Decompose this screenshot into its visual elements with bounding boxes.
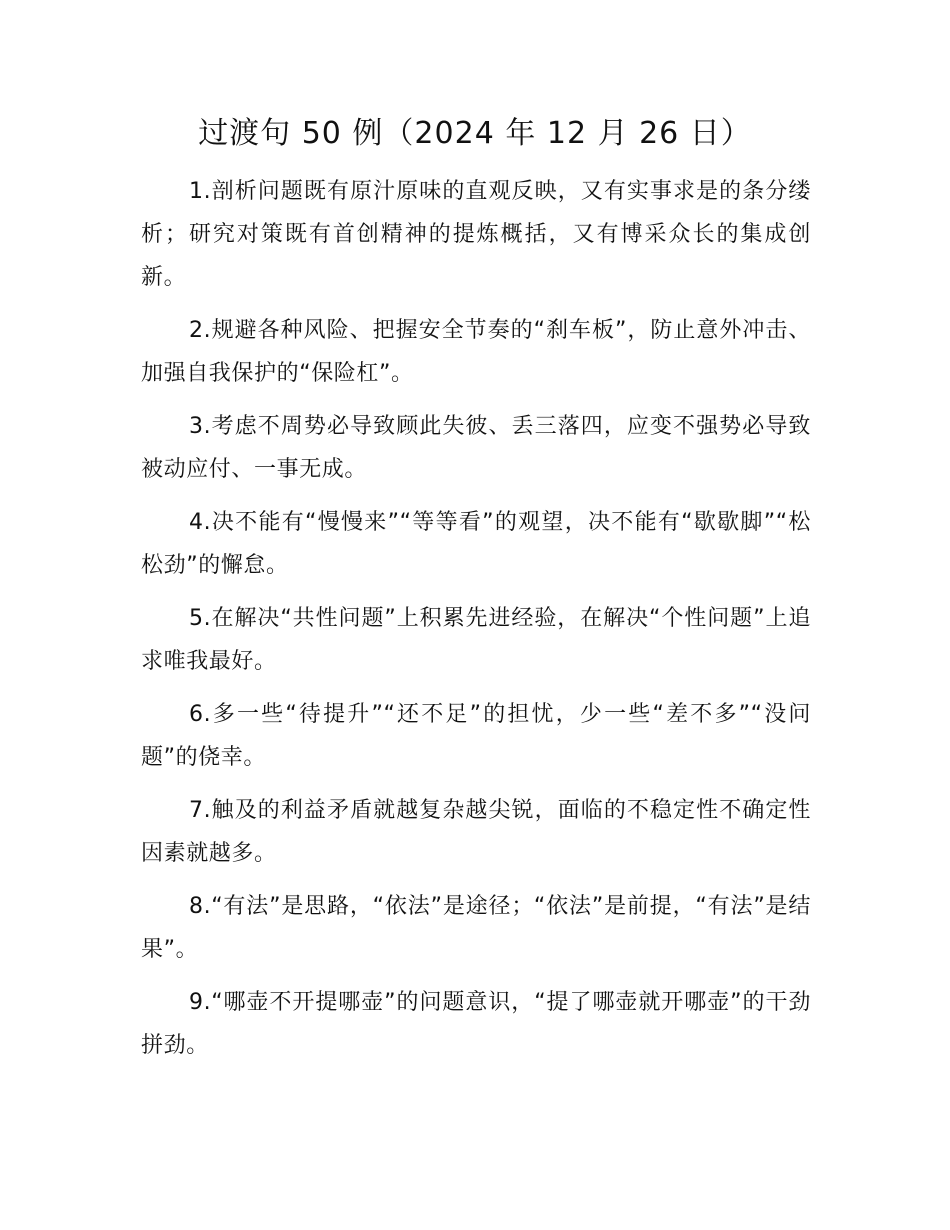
paragraph-6: 6.多一些“待提升”“还不足”的担忧，少一些“差不多”“没问题”的侥幸。 (141, 702, 811, 770)
paragraph-9: 9.“哪壶不开提哪壶”的问题意识，“提了哪壶就开哪壶”的干劲拼劲。 (141, 990, 811, 1058)
paragraph-8: 8.“有法”是思路，“依法”是途径；“依法”是前提，“有法”是结果”。 (141, 894, 811, 962)
paragraph-7: 7.触及的利益矛盾就越复杂越尖锐，面临的不稳定性不确定性因素就越多。 (141, 798, 811, 866)
document-title: 过渡句 50 例（2024 年 12 月 26 日） (198, 116, 752, 151)
paragraph-3: 3.考虑不周势必导致顾此失彼、丢三落四，应变不强势必导致被动应付、一事无成。 (141, 414, 811, 482)
document-body (141, 170, 811, 1077)
paragraph-4: 4.决不能有“慢慢来”“等等看”的观望，决不能有“歇歇脚”“松松劲”的懈怠。 (141, 510, 811, 578)
paragraph-1: 1.剖析问题既有原汁原味的直观反映，又有实事求是的条分缕析；研究对策既有首创精神的提炼概括，又有博采众长的集成创新。 (141, 179, 811, 290)
paragraph-2: 2.规避各种风险、把握安全节奏的“刹车板”，防止意外冲击、加强自我保护的“保险杠”。 (141, 318, 811, 386)
paragraph-5: 5.在解决“共性问题”上积累先进经验，在解决“个性问题”上追求唯我最好。 (141, 606, 811, 674)
